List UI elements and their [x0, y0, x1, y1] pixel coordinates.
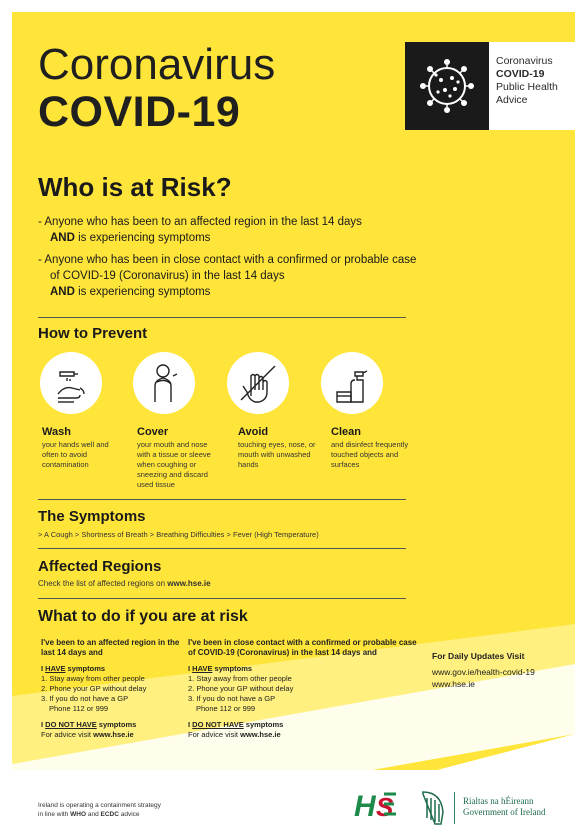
risk-list	[38, 214, 418, 306]
advice-link[interactable]: www.hse.ie	[240, 730, 281, 739]
spray-clean-icon	[321, 352, 383, 414]
hand-wash-icon	[40, 352, 102, 414]
logo-text: Coronavirus COVID-19 Public Health Advice	[496, 55, 558, 106]
column-affected-region	[41, 638, 181, 740]
title-line2: COVID-19	[38, 88, 241, 136]
footer-note: Ireland is operating a containment strategy in line with WHO and ECDC advice	[38, 802, 161, 818]
affected-heading: Affected Regions	[38, 558, 162, 575]
column-head: I've been in close contact with a confirmed or probable case of COVID-19 (Coronavirus) in the last 14 days and	[188, 638, 417, 657]
daily-updates	[432, 650, 535, 690]
no-symptoms-label: I DO NOT HAVE symptoms	[41, 720, 137, 729]
symptoms-heading: The Symptoms	[38, 508, 146, 525]
advice-line: For advice visit www.hse.ie	[188, 730, 281, 739]
step: 3. If you do not have a GP	[41, 694, 129, 703]
advice-line: For advice visit www.hse.ie	[41, 730, 134, 739]
svg-text:S: S	[376, 792, 394, 822]
column-head: I've been to an affected region in the last 14 days and	[41, 638, 180, 657]
government-logo-text: Rialtas na hÉireann Government of Ireland	[463, 796, 546, 817]
gov-link[interactable]: www.gov.ie/health-covid-19	[432, 667, 535, 677]
step: Phone 112 or 999	[196, 704, 256, 713]
affected-link[interactable]: www.hse.ie	[167, 579, 211, 588]
prevent-heading: How to Prevent	[38, 325, 148, 342]
step: 1. Stay away from other people	[188, 674, 292, 683]
risk-item: - Anyone who has been to an affected region in the last 14 days AND is experiencing symptoms	[38, 216, 362, 244]
divider	[38, 499, 406, 500]
have-symptoms-label: I HAVE symptoms	[41, 664, 106, 673]
divider	[38, 598, 406, 599]
divider	[38, 548, 406, 549]
no-symptoms-label: I DO NOT HAVE symptoms	[188, 720, 284, 729]
prevent-title-clean: Clean	[331, 426, 361, 438]
prevent-desc-wash: your hands well and often to avoid contamination	[42, 440, 109, 469]
virus-icon	[405, 42, 489, 130]
prevent-title-wash: Wash	[42, 426, 71, 438]
step: 2. Phone your GP without delay	[41, 684, 147, 693]
risk-heading: Who is at Risk?	[38, 172, 232, 202]
poster	[12, 12, 575, 834]
hse-link[interactable]: www.hse.ie	[432, 679, 475, 689]
have-symptoms-label: I HAVE symptoms	[188, 664, 253, 673]
hse-logo	[354, 788, 396, 822]
prevent-title-cover: Cover	[137, 426, 169, 438]
prevent-title-avoid: Avoid	[238, 426, 269, 438]
step: 1. Stay away from other people	[41, 674, 145, 683]
public-health-logo	[405, 42, 575, 130]
no-touch-icon	[227, 352, 289, 414]
prevent-desc-clean: and disinfect frequently touched objects and surfaces	[331, 440, 409, 469]
gov-divider	[454, 792, 455, 824]
daily-updates-heading: For Daily Updates Visit	[432, 651, 525, 661]
advice-link[interactable]: www.hse.ie	[93, 730, 134, 739]
step: 3. If you do not have a GP	[188, 694, 276, 703]
risk-item: - Anyone who has been in close contact with a confirmed or probable case of COVID-19 (Coronavirus) in the last 14 days AND is experiencing symptoms	[38, 254, 417, 298]
divider	[38, 317, 406, 318]
prevent-desc-avoid: touching eyes, nose, or mouth with unwashed hands	[238, 440, 316, 469]
step: Phone 112 or 999	[49, 704, 109, 713]
harp-logo	[417, 788, 447, 826]
what-heading: What to do if you are at risk	[38, 608, 248, 625]
title-line1: Coronavirus	[38, 40, 276, 89]
column-close-contact	[188, 638, 418, 740]
affected-note: Check the list of affected regions on www.hse.ie	[38, 579, 211, 588]
svg-text:H: H	[354, 790, 376, 822]
prevent-desc-cover: your mouth and nose with a tissue or sleeve when coughing or sneezing and discard used tissue	[137, 440, 211, 489]
cough-cover-icon	[133, 352, 195, 414]
step: 2. Phone your GP without delay	[188, 684, 294, 693]
symptoms-list: > A Cough > Shortness of Breath > Breathing Difficulties > Fever (High Temperature)	[38, 530, 319, 539]
